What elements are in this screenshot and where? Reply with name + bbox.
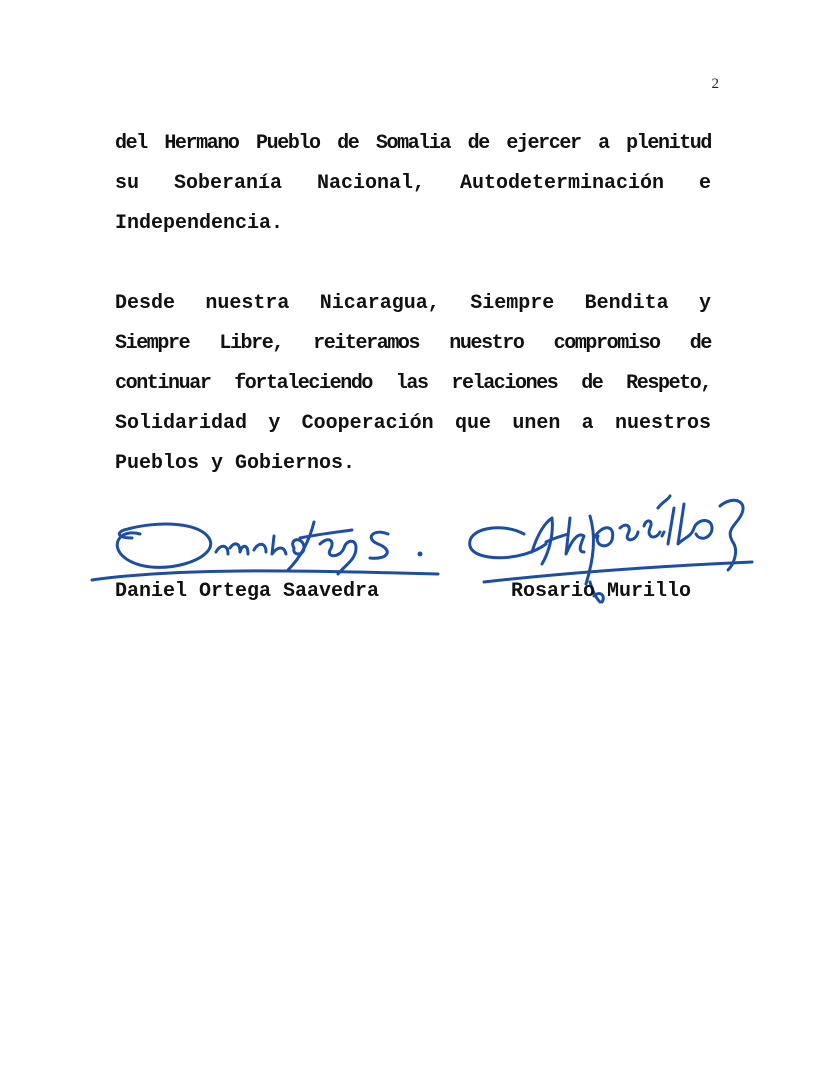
text-line: Independencia. (115, 212, 284, 235)
signatory-name-right: Rosario Murillo (511, 580, 692, 603)
daniel-ortega-signature-icon (88, 508, 443, 588)
text-line: continuar fortaleciendo las relaciones de Respeto, (115, 372, 711, 395)
signatory-name-left: Daniel Ortega Saavedra (115, 580, 380, 603)
text-line: del Hermano Pueblo de Somalia de ejercer a plenitud (115, 132, 711, 155)
text-line: Pueblos y Gobiernos. (115, 452, 356, 475)
paragraph-nicaragua-commitment (115, 284, 711, 484)
page-number: 2 (711, 76, 719, 92)
text-line: Desde nuestra Nicaragua, Siempre Bendita y (115, 292, 711, 315)
paragraph-solidarity-somalia (115, 124, 711, 244)
text-line: Siempre Libre, reiteramos nuestro compromiso de (115, 332, 711, 355)
text-line: su Soberanía Nacional, Autodeterminación e (115, 172, 711, 195)
text-line: Solidaridad y Cooperación que unen a nuestros (115, 412, 711, 435)
